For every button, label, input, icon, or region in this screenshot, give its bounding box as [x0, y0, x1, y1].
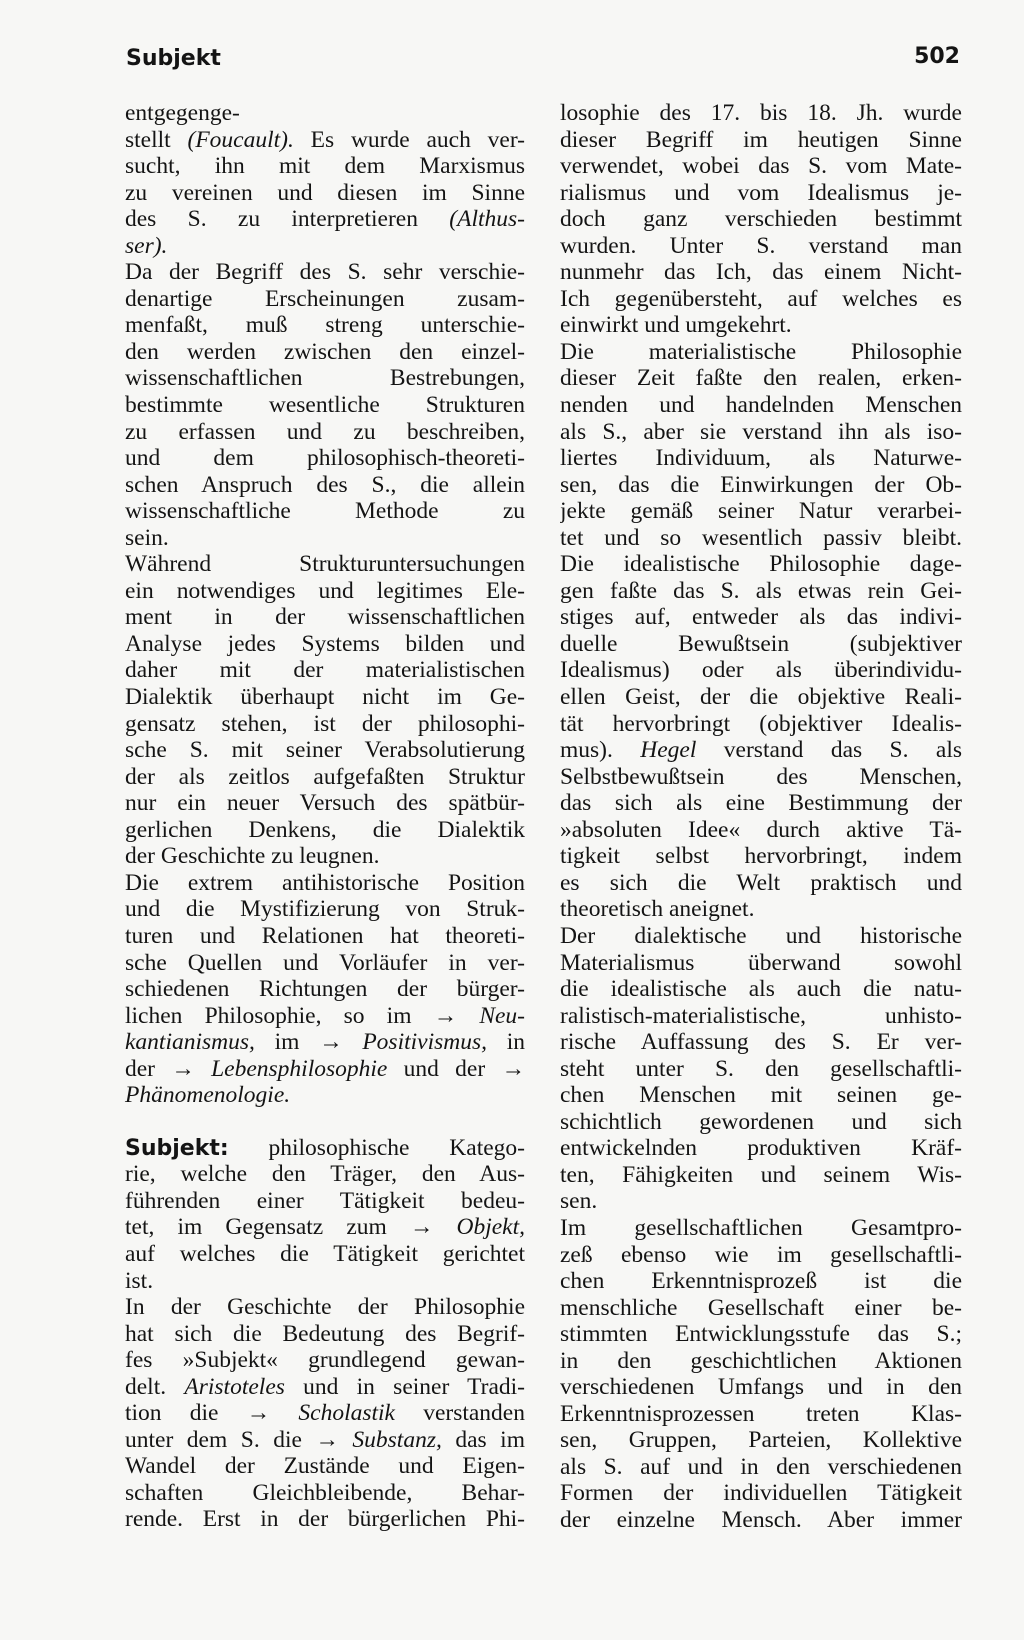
text-line: schen Anspruch des S., die allein	[125, 471, 525, 498]
text-line: nunmehr das Ich, das einem Nicht-	[560, 259, 962, 286]
text-line: Analyse jedes Systems bilden und	[125, 630, 525, 657]
text-line: denartige Erscheinungen zusam-	[125, 285, 525, 312]
text-line: Während Strukturuntersuchungen	[125, 551, 525, 578]
text-line: tigkeit selbst hervorbringt, indem	[560, 843, 962, 870]
text-line: menschliche Gesellschaft einer be-	[560, 1294, 962, 1321]
text-line: die idealistische als auch die natu-	[560, 976, 962, 1003]
text-line: schiedenen Richtungen der bürger-	[125, 976, 525, 1003]
text-line: des S. zu interpretieren (Althus-	[125, 206, 525, 233]
text-line: entgegenge-	[125, 100, 240, 126]
text-line: daher mit der materialistischen	[125, 657, 525, 684]
text-line: theoretisch aneignet.	[560, 896, 755, 923]
text-line: Die idealistische Philosophie dage-	[560, 551, 962, 578]
text-line: zu erfassen und zu beschreiben,	[125, 418, 525, 445]
text-line: tät hervorbringt (objektiver Idealis-	[560, 710, 962, 737]
text-line: Idealismus) oder als überindividu-	[560, 657, 962, 684]
text-line: verwendet, wobei das S. vom Mate-	[560, 153, 962, 180]
text-line: chen Menschen mit seinen ge-	[560, 1082, 962, 1109]
text-line: sche S. mit seiner Verabsolutierung	[125, 737, 525, 764]
text-line: losophie des 17. bis 18. Jh. wurde	[560, 100, 962, 126]
text-line: stellt (Foucault). Es wurde auch ver-	[125, 126, 525, 153]
text-line: Im gesellschaftlichen Gesamtpro-	[560, 1214, 962, 1241]
text-line: ser).	[125, 232, 168, 259]
text-line: rie, welche den Träger, den Aus-	[125, 1161, 525, 1188]
text-line: Erkenntnisprozessen treten Klas-	[560, 1400, 962, 1427]
text-line: Die materialistische Philosophie	[560, 338, 962, 365]
text-line: schichtlich gewordenen und sich	[560, 1108, 962, 1135]
text-line: den werden zwischen den einzel-	[125, 338, 525, 365]
text-line: Dialektik überhaupt nicht im Ge-	[125, 684, 525, 711]
text-line: führenden einer Tätigkeit bedeu-	[125, 1187, 525, 1214]
text-line: tet und so wesentlich passiv bleibt.	[560, 524, 962, 551]
text-line: kantianismus, im → Positivismus, in	[125, 1029, 525, 1056]
text-line: Materialismus überwand sowohl	[560, 949, 962, 976]
text-line: Die extrem antihistorische Position	[125, 869, 525, 896]
text-line: tion die → Scholastik verstanden	[125, 1400, 525, 1427]
text-line: sein.	[125, 524, 169, 551]
text-line: in den geschichtlichen Aktionen	[560, 1347, 962, 1374]
text-line: ist.	[125, 1267, 154, 1294]
entry-headword: Subjekt:	[125, 1135, 229, 1161]
text-line: ein notwendiges und legitimes Ele-	[125, 577, 525, 604]
text-line: der einzelne Mensch. Aber immer	[560, 1506, 962, 1533]
text-line: doch ganz verschieden bestimmt	[560, 206, 962, 233]
text-line: menfaßt, muß streng unterschie-	[125, 312, 525, 339]
text-line: der als zeitlos aufgefaßten Struktur	[125, 763, 525, 790]
text-line: gerlichen Denkens, die Dialektik	[125, 816, 525, 843]
text-line: gensatz stehen, ist der philosophi-	[125, 710, 525, 737]
text-line: gen faßte das S. als etwas rein Gei-	[560, 577, 962, 604]
text-line: dieser Begriff im heutigen Sinne	[560, 126, 962, 153]
text-line: wissenschaftlichen Bestrebungen,	[125, 365, 525, 392]
text-line: rische Auffassung des S. Er ver-	[560, 1029, 962, 1056]
right-column	[560, 100, 962, 1534]
text-line: verschiedenen Umfangs und in den	[560, 1374, 962, 1401]
entry-separator	[125, 1109, 525, 1135]
text-line: als S., aber sie verstand ihn als iso-	[560, 418, 962, 445]
text-line: chen Erkenntnisprozeß ist die	[560, 1268, 962, 1295]
text-line: liertes Individuum, als Naturwe-	[560, 445, 962, 472]
text-line: Ich gegenübersteht, auf welches es	[560, 285, 962, 312]
text-line: stimmten Entwicklungsstufe das S.;	[560, 1321, 962, 1348]
text-line: und dem philosophisch-theoreti-	[125, 445, 525, 472]
text-line: Da der Begriff des S. sehr verschie-	[125, 259, 525, 286]
text-line: tet, im Gegensatz zum → Objekt,	[125, 1214, 525, 1241]
text-line: jekte gemäß seiner Natur verarbei-	[560, 498, 962, 525]
text-line: lichen Philosophie, so im → Neu-	[125, 1002, 525, 1029]
text-line: wurden. Unter S. verstand man	[560, 232, 962, 259]
text-line: In der Geschichte der Philosophie	[125, 1294, 525, 1321]
text-line: unter dem S. die → Substanz, das im	[125, 1426, 525, 1453]
text-line: hat sich die Bedeutung des Begrif-	[125, 1320, 525, 1347]
text-line: ment in der wissenschaftlichen	[125, 604, 525, 631]
text-line: bestimmte wesentliche Strukturen	[125, 392, 525, 419]
text-line: sen, das die Einwirkungen der Ob-	[560, 471, 962, 498]
text-line: Formen der individuellen Tätigkeit	[560, 1480, 962, 1507]
text-line: der → Lebensphilosophie und der →	[125, 1055, 525, 1082]
text-line: einwirkt und umgekehrt.	[560, 312, 792, 339]
text-line: nenden und handelnden Menschen	[560, 392, 962, 419]
text-line: sche Quellen und Vorläufer in ver-	[125, 949, 525, 976]
text-line: entwickelnden produktiven Kräf-	[560, 1135, 962, 1162]
left-column	[125, 100, 525, 1533]
text-line: Subjekt: philosophische Katego-	[125, 1134, 525, 1161]
text-line: wissenschaftliche Methode zu	[125, 498, 525, 525]
text-line: »absoluten Idee« durch aktive Tä-	[560, 816, 962, 843]
text-line: dieser Zeit faßte den realen, erken-	[560, 365, 962, 392]
text-line: sen, Gruppen, Parteien, Kollektive	[560, 1427, 962, 1454]
text-line: nur ein neuer Versuch des spätbür-	[125, 790, 525, 817]
text-line: der Geschichte zu leugnen.	[125, 843, 380, 870]
text-line: sucht, ihn mit dem Marxismus	[125, 153, 525, 180]
text-line: Selbstbewußtsein des Menschen,	[560, 763, 962, 790]
text-line: schaften Gleichbleibende, Behar-	[125, 1479, 525, 1506]
text-line: steht unter S. den gesellschaftli-	[560, 1055, 962, 1082]
text-line: es sich die Welt praktisch und	[560, 869, 962, 896]
text-line: auf welches die Tätigkeit gerichtet	[125, 1240, 525, 1267]
text-line: delt. Aristoteles und in seiner Tradi-	[125, 1373, 525, 1400]
text-line: Phänomenologie.	[125, 1082, 291, 1109]
text-line: Wandel der Zustände und Eigen-	[125, 1453, 525, 1480]
text-line: Der dialektische und historische	[560, 922, 962, 949]
text-line: zeß ebenso wie im gesellschaftli-	[560, 1241, 962, 1268]
text-line: mus). Hegel verstand das S. als	[560, 737, 962, 764]
text-line: ralistisch-materialistische, unhisto-	[560, 1002, 962, 1029]
text-line: fes »Subjekt« grundlegend gewan-	[125, 1347, 525, 1374]
text-line: und die Mystifizierung von Struk-	[125, 896, 525, 923]
text-line: duelle Bewußtsein (subjektiver	[560, 630, 962, 657]
text-line: ellen Geist, der die objektive Reali-	[560, 684, 962, 711]
text-line: rende. Erst in der bürgerlichen Phi-	[125, 1506, 525, 1533]
page-number: 502	[914, 44, 960, 69]
text-line: als S. auf und in den verschiedenen	[560, 1453, 962, 1480]
text-line: zu vereinen und diesen im Sinne	[125, 179, 525, 206]
text-line: turen und Relationen hat theoreti-	[125, 922, 525, 949]
text-line: rialismus und vom Idealismus je-	[560, 179, 962, 206]
running-head: Subjekt	[126, 46, 221, 71]
text-line: stiges auf, entweder als das indivi-	[560, 604, 962, 631]
text-line: sen.	[560, 1188, 598, 1215]
text-line: ten, Fähigkeiten und seinem Wis-	[560, 1161, 962, 1188]
text-line: das sich als eine Bestimmung der	[560, 790, 962, 817]
